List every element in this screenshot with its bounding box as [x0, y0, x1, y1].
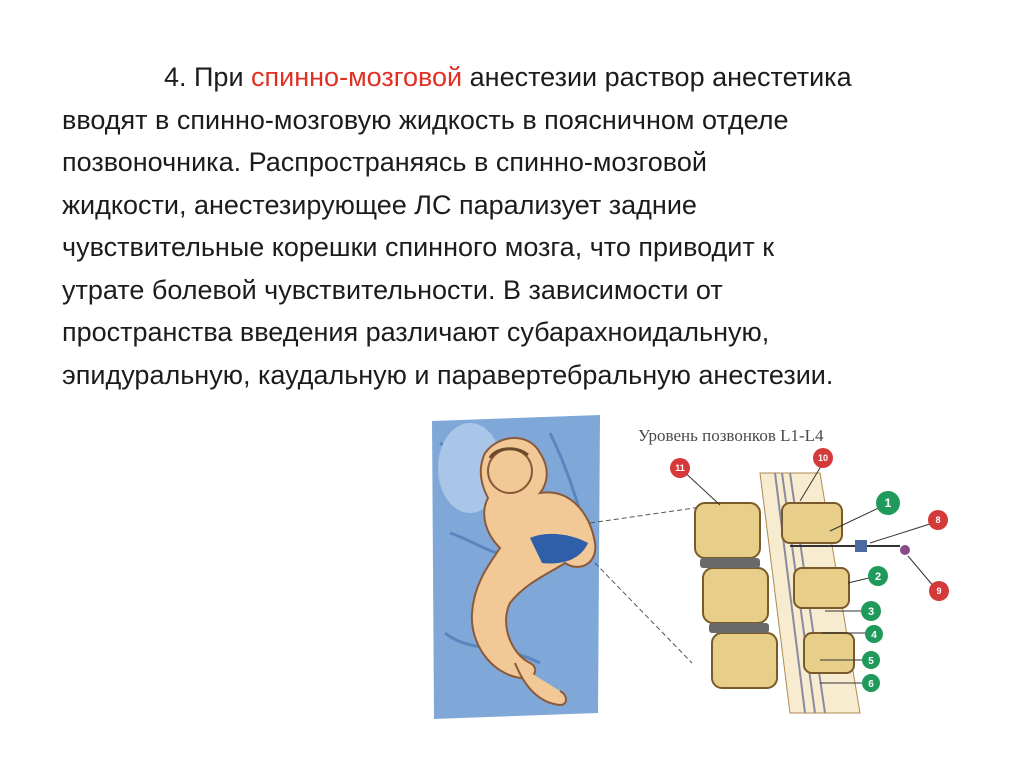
paragraph-line-8: эпидуральную, каудальную и паравертебральную анестезии. [62, 359, 834, 390]
callout-2 [868, 566, 888, 586]
intervertebral-disc-1 [700, 558, 760, 568]
callout-5-label: 5 [868, 656, 874, 667]
callout-8-label: 8 [935, 515, 941, 525]
callout-4-label: 4 [871, 630, 877, 641]
callout-8-leader [870, 523, 933, 543]
callout-10-label: 10 [817, 453, 829, 463]
spinous-process-2 [794, 568, 849, 608]
callout-4 [865, 625, 883, 643]
figure-caption: Уровень позвонков L1-L4 [638, 426, 824, 445]
paragraph-line-1-suffix: анестезии раствор анестетика [462, 62, 852, 92]
vertebra-1 [695, 503, 760, 558]
callout-11 [670, 458, 690, 478]
body-paragraph [62, 56, 982, 396]
callout-9-leader [908, 556, 935, 588]
paragraph-line-3: позвоночника. Распространяясь в спинно-мозговой [62, 147, 707, 177]
illustration-svg [430, 413, 970, 725]
callout-9 [929, 581, 949, 601]
callout-11-label: 11 [675, 463, 685, 473]
paragraph-line-2: вводят в спинно-мозговую жидкость в поясничном отделе [62, 104, 789, 135]
callout-6 [862, 674, 880, 692]
callout-2-label: 2 [874, 571, 882, 583]
paragraph-line-6: утрате болевой чувствительности. В зависимости от [62, 274, 723, 305]
patient-drawing [432, 415, 600, 719]
spinal-anesthesia-illustration [430, 413, 970, 725]
spinous-process-1 [782, 503, 842, 543]
highlighted-term: спинно-мозговой [251, 62, 463, 92]
callout-5 [862, 651, 880, 669]
paragraph-line-4: жидкости, анестезирующее ЛС парализует задние [62, 189, 697, 220]
paragraph-line-5: чувствительные корешки спинного мозга, что приводит к [62, 232, 775, 262]
intervertebral-disc-2 [709, 623, 769, 633]
paragraph-line-7: пространства введения различают субарахноидальную, [62, 317, 770, 347]
projection-line-bottom [595, 563, 692, 663]
vertebra-2 [703, 568, 768, 623]
paragraph-line-1 [62, 56, 982, 99]
callout-10 [813, 448, 833, 468]
patient-head [488, 449, 532, 493]
callout-9-label: 9 [936, 586, 942, 596]
callout-3 [861, 601, 881, 621]
callout-1-label: 1 [884, 496, 892, 510]
syringe-tip [900, 545, 910, 555]
callout-3-label: 3 [867, 606, 875, 618]
callout-6-label: 6 [868, 679, 874, 690]
needle-hub [855, 540, 867, 552]
spinous-process-3 [804, 633, 854, 673]
vertebra-3 [712, 633, 777, 688]
callout-1 [876, 491, 900, 515]
paragraph-line-1-prefix: 4. При [164, 62, 252, 92]
callout-8 [928, 510, 948, 530]
